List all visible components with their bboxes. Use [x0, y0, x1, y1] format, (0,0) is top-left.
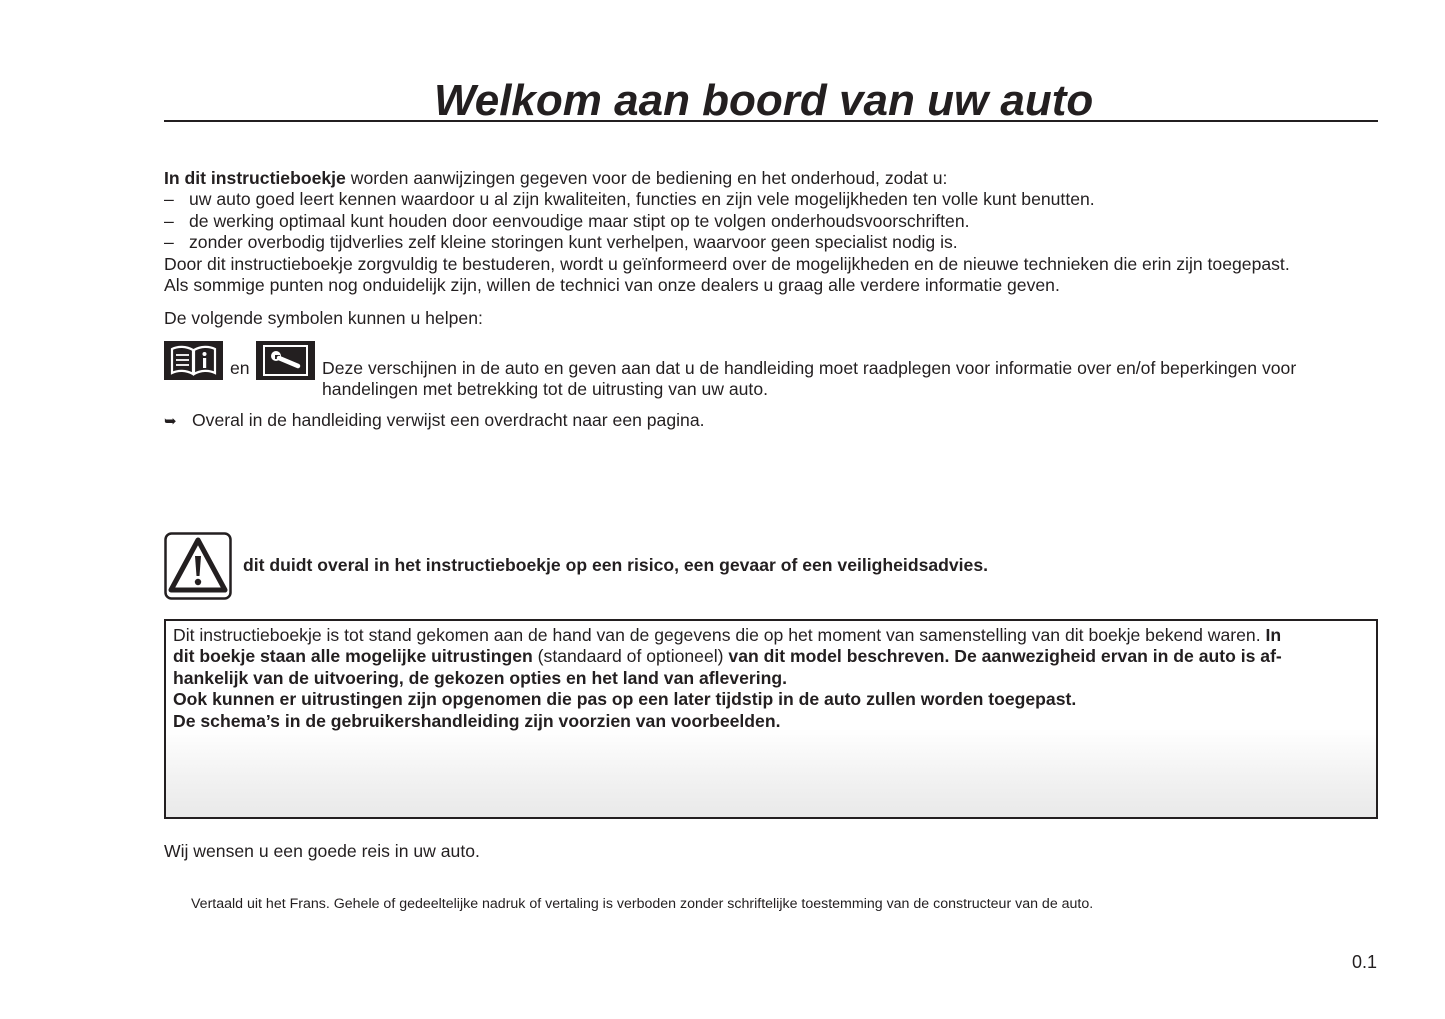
- notice-line: De schema’s in de gebruikershandleiding zijn voorzien van voorbeelden.: [173, 710, 781, 731]
- notice-line: Ook kunnen er uitrustingen zijn opgenomen die pas op een later tijdstip in de auto zullen worden toegepast.: [173, 689, 1077, 710]
- symbols-description: [322, 358, 1382, 401]
- symbols-text-line: handelingen met betrekking tot de uitrusting van uw auto.: [322, 379, 768, 400]
- notice-line: [173, 646, 1369, 667]
- bullet-dash: –: [164, 232, 174, 253]
- warning-text: dit duidt overal in het instructieboekje op een risico, een gevaar of een veiligheidsadvies.: [243, 555, 989, 575]
- bullet-dash: –: [164, 189, 174, 210]
- symbols-intro: De volgende symbolen kunnen u helpen:: [164, 308, 483, 328]
- notice-text-bold: dit boekje staan alle mogelijke uitrustingen: [173, 646, 533, 667]
- symbols-text-line: Deze verschijnen in de auto en geven aan dat u de handleiding moet raadplegen voor informatie over en/of beperkingen voor: [322, 358, 1297, 378]
- intro-lead-rest: worden aanwijzingen gegeven voor de bediening en het onderhoud, zodat u:: [345, 168, 948, 188]
- intro-lead: [164, 168, 1384, 189]
- notice-line: [173, 625, 1369, 646]
- intro-paragraph: Door dit instructieboekje zorgvuldig te bestuderen, wordt u geïnformeerd over de mogelijkheden en de nieuwe technieken die erin zijn toegepast.: [164, 253, 1290, 274]
- book-info-icon: [164, 341, 223, 380]
- notice-box: [164, 619, 1378, 819]
- intro-lead-bold: In dit instructieboekje: [164, 168, 346, 188]
- icon-connector: en: [230, 358, 250, 378]
- legal-notice: Vertaald uit het Frans. Gehele of gedeeltelijke nadruk of vertaling is verboden zonder schriftelijke toestemming van de constructeur van de auto.: [191, 896, 1094, 912]
- list-item: [164, 211, 1384, 232]
- reference-text: Overal in de handleiding verwijst een overdracht naar een pagina.: [192, 410, 705, 430]
- list-item: [164, 232, 1384, 253]
- bullet-text: de werking optimaal kunt houden door eenvoudige maar stipt op te volgen onderhoudsvoorschriften.: [189, 210, 970, 231]
- intro-section: [164, 168, 1384, 296]
- page-title: [164, 74, 1378, 125]
- bullet-text: zonder overbodig tijdverlies zelf kleine storingen kunt verhelpen, waarvoor geen specialist nodig is.: [189, 232, 958, 253]
- page-reference-note: [164, 410, 705, 432]
- list-item: [164, 189, 1384, 210]
- arrow-icon: ➥: [164, 413, 177, 430]
- page-title-text: Welkom aan boord van uw auto: [434, 76, 1094, 125]
- warning-triangle-icon: [164, 532, 232, 600]
- wrench-icon: [256, 341, 315, 380]
- intro-paragraph: Als sommige punten nog onduidelijk zijn, willen de technici van onze dealers u graag alle verdere informatie geven.: [164, 275, 1060, 296]
- closing-text: Wij wensen u een goede reis in uw auto.: [164, 841, 480, 861]
- notice-line: hankelijk van de uitvoering, de gekozen opties en het land van aflevering.: [173, 667, 787, 688]
- bullet-dash: –: [164, 210, 174, 231]
- notice-text-bold: In: [1265, 625, 1282, 645]
- notice-text-bold: van dit model beschreven. De aanwezigheid ervan in de auto is af-: [728, 646, 1282, 667]
- page-number: 0.1: [1351, 952, 1377, 972]
- bullet-text: uw auto goed leert kennen waardoor u al zijn kwaliteiten, functies en zijn vele mogelijkheden ten volle kunt benutten.: [189, 189, 1095, 210]
- notice-text: Dit instructieboekje is tot stand gekomen aan de hand van de gegevens die op het moment van samenstelling van dit boekje bekend waren.: [173, 625, 1266, 645]
- notice-text: (standaard of optioneel): [532, 646, 729, 667]
